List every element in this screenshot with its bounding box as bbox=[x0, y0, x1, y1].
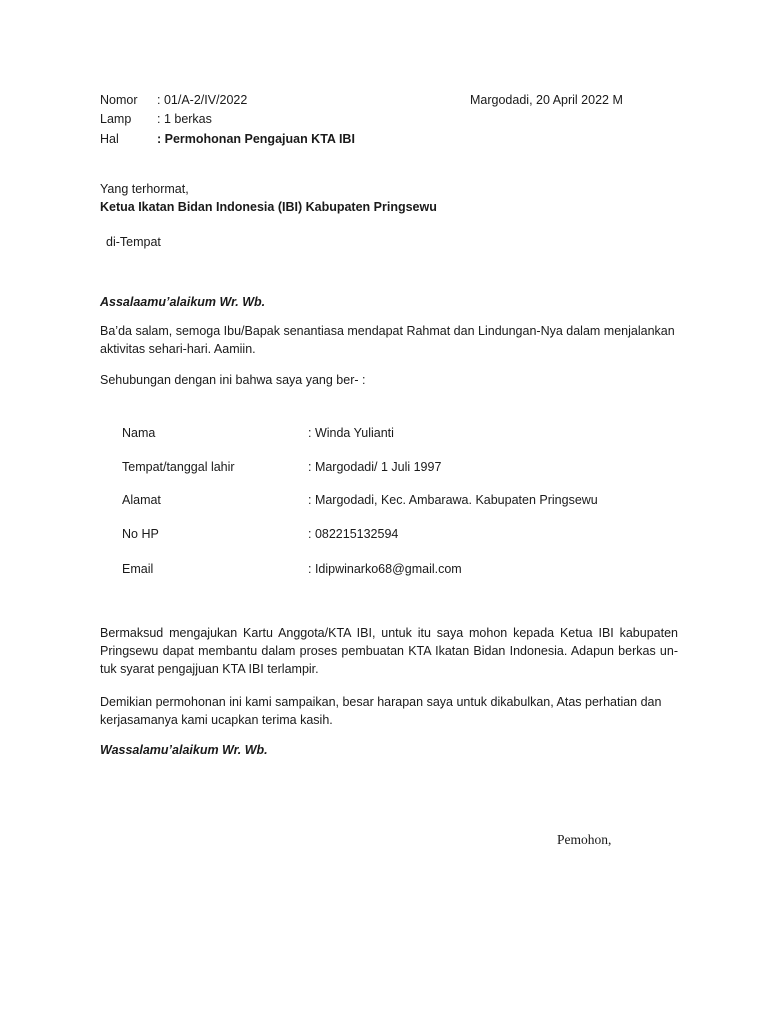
field-value-alamat: : Margodadi, Kec. Ambarawa. Kabupaten Pringsewu bbox=[308, 493, 598, 507]
greeting: Assalaamu’alaikum Wr. Wb. bbox=[100, 295, 266, 309]
recipient-salutation: Yang terhormat, bbox=[100, 182, 189, 196]
place-date: Margodadi, 20 April 2022 M bbox=[470, 93, 623, 107]
lamp-label: Lamp bbox=[100, 112, 132, 126]
hal-value: : Permohonan Pengajuan KTA IBI bbox=[157, 132, 355, 146]
lamp-value: : 1 berkas bbox=[157, 112, 212, 126]
recipient-location: di-Tempat bbox=[106, 235, 161, 249]
field-value-nohp: : 082215132594 bbox=[308, 527, 399, 541]
farewell: Wassalamu’alaikum Wr. Wb. bbox=[100, 743, 268, 757]
field-value-email: : Idipwinarko68@gmail.com bbox=[308, 562, 462, 576]
field-label-nohp: No HP bbox=[122, 527, 159, 541]
field-label-nama: Nama bbox=[122, 426, 156, 440]
field-value-nama: : Winda Yulianti bbox=[308, 426, 394, 440]
intro-line: Sehubungan dengan ini bahwa saya yang ber- : bbox=[100, 373, 366, 387]
nomor-value: : 01/A-2/IV/2022 bbox=[157, 93, 248, 107]
purpose-paragraph: Bermaksud mengajukan Kartu Anggota/KTA IBI, untuk itu saya mohon kepada Ketua IBI kabupaten Pringsewu dapat membantu dalam proses pembuatan KTA Ikatan Bidan Indonesia. Adapun berkas un-tuk syarat pengajjuan KTA IBI terlampir. bbox=[100, 626, 678, 676]
opening-paragraph: Ba’da salam, semoga Ibu/Bapak senantiasa mendapat Rahmat dan Lindungan-Nya dalam menjalankan aktivitas sehari-hari. Aamiin. bbox=[100, 324, 675, 356]
field-label-alamat: Alamat bbox=[122, 493, 161, 507]
hal-label: Hal bbox=[100, 132, 119, 146]
closing-paragraph: Demikian permohonan ini kami sampaikan, besar harapan saya untuk dikabulkan, Atas perhatian dan kerjasamanya kami ucapkan terima kasih. bbox=[100, 695, 662, 727]
field-label-ttl: Tempat/tanggal lahir bbox=[122, 460, 235, 474]
recipient-name: Ketua Ikatan Bidan Indonesia (IBI) Kabupaten Pringsewu bbox=[100, 200, 437, 214]
field-label-email: Email bbox=[122, 562, 154, 576]
signature-label: Pemohon, bbox=[557, 832, 612, 847]
nomor-label: Nomor bbox=[100, 93, 138, 107]
field-value-ttl: : Margodadi/ 1 Juli 1997 bbox=[308, 460, 442, 474]
